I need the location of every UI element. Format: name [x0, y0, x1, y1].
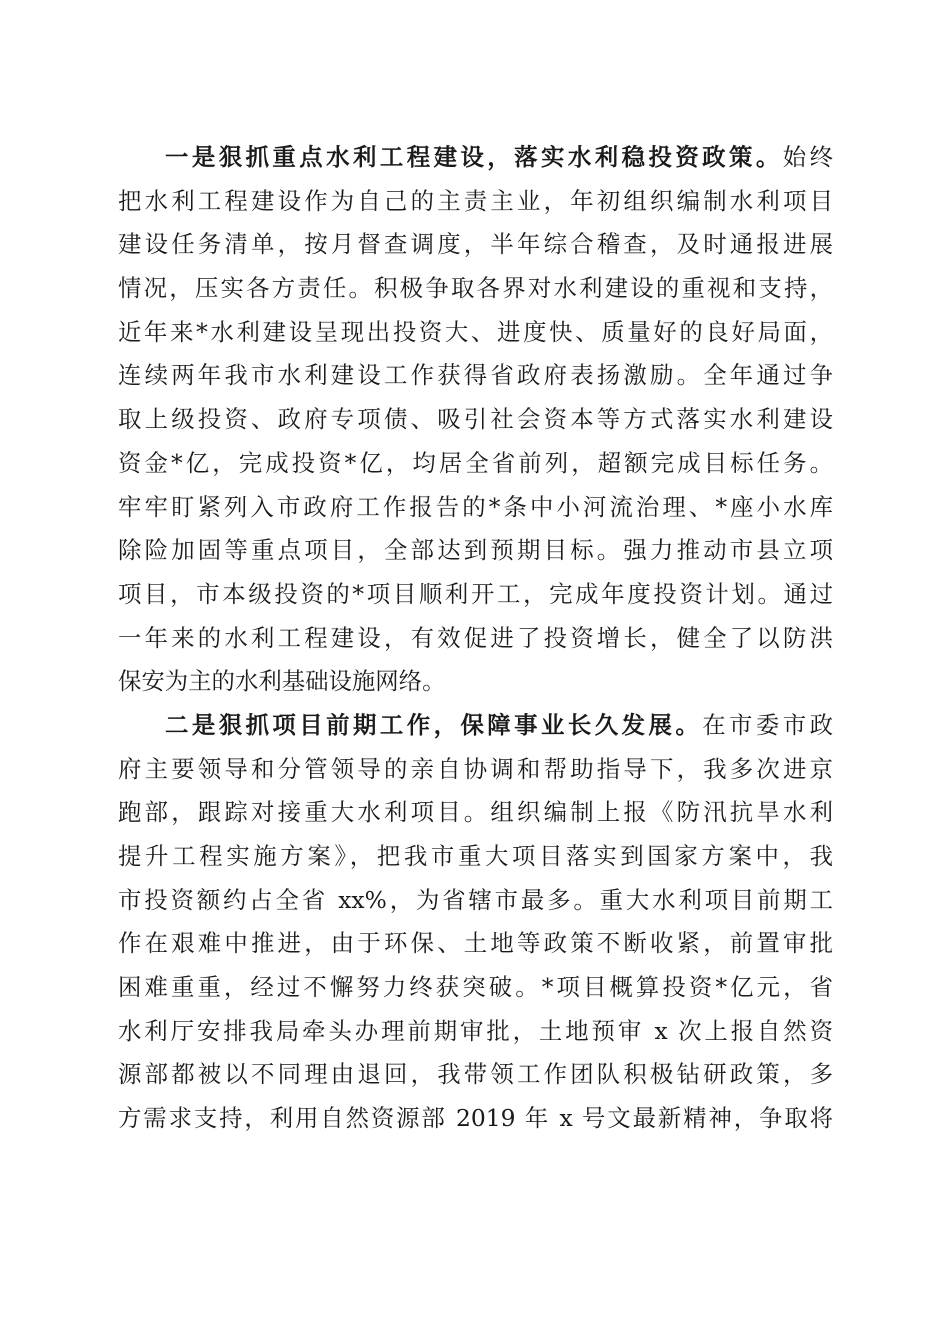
text-line: 困难重重，经过不懈努力终获突破。*项目概算投资*亿元，省 — [118, 973, 833, 1002]
document-body — [118, 136, 833, 1141]
text-line: 府主要领导和分管领导的亲自协调和帮助指导下，我多次进京 — [118, 754, 833, 783]
paragraph-1-line-1 — [118, 136, 833, 180]
text-line: 市投资额约占全省 xx%，为省辖市最多。重大水利项目前期工 — [118, 885, 833, 914]
text-line: 方需求支持，利用自然资源部 2019 年 x 号文最新精神，争取将 — [118, 1104, 833, 1133]
text-line: 源部都被以不同理由退回，我带领工作团队积极钻研政策，多 — [118, 1060, 833, 1089]
paragraph-2-line-1 — [118, 704, 833, 748]
paragraph-2-text: 在市委市政 — [702, 710, 834, 739]
text-line: 保安为主的水利基础设施网络。 — [118, 667, 446, 696]
text-line: 项目，市本级投资的*项目顺利开工，完成年度投资计划。通过 — [118, 579, 833, 608]
paragraph-1-text: 始终 — [782, 143, 833, 171]
text-line: 把水利工程建设作为自己的主责主业，年初组织编制水利项目 — [118, 186, 833, 215]
text-line: 近年来*水利建设呈现出投资大、进度快、质量好的良好局面， — [118, 317, 833, 346]
text-line: 作在艰难中推进，由于环保、土地等政策不断收紧，前置审批 — [118, 929, 833, 958]
text-line: 跑部，跟踪对接重大水利项目。组织编制上报《防汛抗旱水利 — [118, 798, 833, 827]
paragraph-2-heading: 二是狠抓项目前期工作，保障事业长久发展。 — [165, 710, 703, 739]
text-line: 除险加固等重点项目，全部达到预期目标。强力推动市县立项 — [118, 536, 833, 565]
text-line: 提升工程实施方案》，把我市重大项目落实到国家方案中，我 — [118, 842, 833, 870]
text-line: 情况，压实各方责任。积极争取各界对水利建设的重视和支持， — [118, 274, 833, 303]
text-line: 建设任务清单，按月督查调度，半年综合稽查，及时通报进展 — [118, 230, 833, 259]
paragraph-1-heading: 一是狠抓重点水利工程建设，落实水利稳投资政策。 — [165, 143, 783, 171]
text-line: 资金*亿，完成投资*亿，均居全省前列，超额完成目标任务。 — [118, 448, 833, 477]
text-line: 一年来的水利工程建设，有效促进了投资增长，健全了以防洪 — [118, 623, 833, 652]
text-line: 水利厅安排我局牵头办理前期审批，土地预审 x 次上报自然资 — [118, 1016, 833, 1045]
text-line: 连续两年我市水利建设工作获得省政府表扬激励。全年通过争 — [118, 361, 833, 390]
text-line: 取上级投资、政府专项债、吸引社会资本等方式落实水利建设 — [118, 405, 833, 434]
text-line: 牢牢盯紧列入市政府工作报告的*条中小河流治理、*座小水库 — [118, 492, 833, 521]
